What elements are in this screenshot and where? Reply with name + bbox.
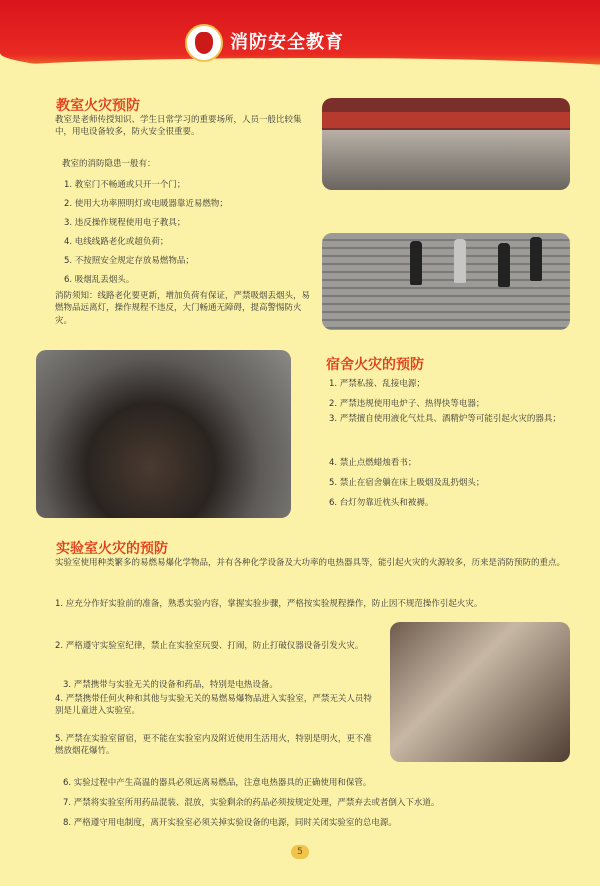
classroom-item: 4. 电线线路老化或超负荷；: [64, 237, 169, 247]
classroom-section-title: 教室火灾预防: [56, 98, 140, 114]
lab-section-title: 实验室火灾的预防: [56, 541, 168, 557]
evacuation-drill-photo: [322, 233, 570, 330]
dorm-item: 2. 严禁违规使用电炉子、热得快等电器；: [329, 399, 485, 409]
classroom-item: 6. 吸烟乱丢烟头。: [64, 275, 135, 285]
student-figure: [454, 239, 466, 283]
dorm-item: 1. 严禁私接、乱接电源；: [329, 379, 425, 389]
dorm-item: 4. 禁止点燃蜡烛看书；: [329, 458, 417, 468]
lab-item: 8. 严格遵守用电制度，离开实验室必须关掉实验设备的电源，同时关闭实验室的总电源。: [63, 818, 397, 828]
page-header: [0, 0, 600, 78]
lab-intro: 实验室使用种类繁多的易燃易爆化学物品，并有各种化学设备及大功率的电热器具等，能引起火灾的火源较多，历来是消防预防的重点。: [55, 558, 566, 568]
lab-item: 5. 严禁在实验室留宿，更不能在实验室内及附近使用生活用火，特别是明火，更不准燃放烟花爆竹。: [55, 734, 372, 757]
school-banner: [322, 112, 570, 128]
lab-item: 4. 严禁携带任何火种和其他与实验无关的易燃易爆物品进入实验室，严禁无关人员特别是儿童进入实验室。: [55, 694, 372, 717]
dorm-section-title: 宿舍火灾的预防: [326, 357, 424, 373]
lab-item: 2. 严格遵守实验室纪律，禁止在实验室玩耍、打闹，防止打破仪器设备引发火灾。: [55, 641, 364, 651]
page-title: 消防安全教育: [230, 32, 344, 53]
burned-dorm-photo: [36, 350, 291, 518]
classroom-item: 1. 教室门不畅通或只开一个门；: [64, 180, 186, 190]
dorm-item: 3. 严禁擅自使用液化气灶具、酒精炉等可能引起火灾的器具；: [329, 414, 561, 424]
lab-item: 1. 应充分作好实验前的准备，熟悉实验内容，掌握实验步骤，严格按实验规程操作，防止因不规范操作引起火灾。: [55, 599, 483, 609]
classroom-intro: 教室是老师传授知识、学生日常学习的重要场所，人员一般比较集中，用电设备较多，防火安全很重要。: [55, 115, 302, 138]
classroom-hazard-heading: 教室的消防隐患一般有：: [62, 159, 156, 169]
lab-item: 6. 实验过程中产生高温的器具必须远离易燃品，注意电热器具的正确使用和保管。: [63, 778, 372, 788]
fire-safety-logo-icon: [185, 24, 223, 62]
lab-students-photo: [390, 622, 570, 762]
classroom-notice: 消防须知：线路老化要更新，增加负荷有保证，严禁吸烟丢烟头，易燃物品远离灯，操作规程不违反，大门畅通无障碍，提高警惕防火灾。: [55, 291, 311, 326]
classroom-item: 5. 不按照安全规定存放易燃物品；: [64, 256, 194, 266]
dorm-item: 5. 禁止在宿舍躺在床上吸烟及乱扔烟头；: [329, 478, 485, 488]
student-figure: [530, 237, 542, 281]
classroom-item: 3. 违反操作规程使用电子教具；: [64, 218, 186, 228]
lab-item: 7. 严禁将实验室所用药品混装、混放，实验剩余的药品必须按规定处理，严禁弃去或者倒入下水道。: [63, 798, 440, 808]
student-figure: [498, 243, 510, 287]
student-figure: [410, 241, 422, 285]
dorm-item: 6. 台灯勿靠近枕头和被褥。: [329, 498, 434, 508]
page-number: 5: [291, 845, 309, 859]
header-curve: [0, 58, 600, 88]
school-building-photo: [322, 98, 570, 190]
classroom-item: 2. 使用大功率照明灯或电暖器靠近易燃物；: [64, 199, 228, 209]
lab-item: 3. 严禁携带与实验无关的设备和药品，特别是电热设备。: [63, 680, 278, 690]
